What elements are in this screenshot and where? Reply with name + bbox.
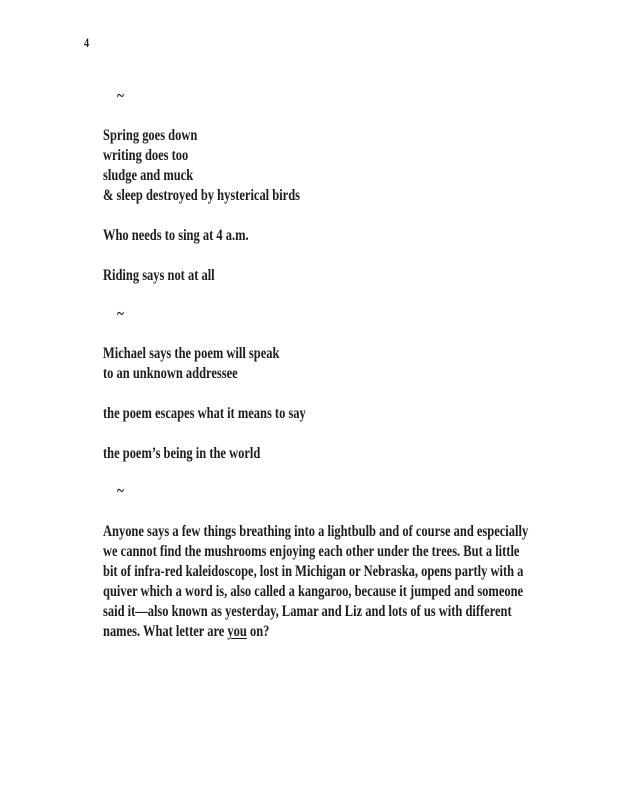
prose-paragraph: [103, 522, 528, 642]
section-divider-tilde-2: ~: [117, 304, 124, 323]
poem-line-riding: Riding says not at all: [103, 267, 215, 284]
page-number: 4: [84, 35, 90, 50]
poem-line-who: Who needs to sing at 4 a.m.: [103, 227, 249, 244]
poem-line-world: the poem’s being in the world: [103, 445, 261, 462]
prose-line: Anyone says a few things breathing into a lightbulb and of course and especially: [103, 523, 529, 540]
poem-line: & sleep destroyed by hysterical birds: [103, 187, 301, 204]
underlined-word-you: you: [227, 623, 247, 640]
stanza-spring: [103, 126, 300, 206]
prose-text-after-you: on?: [246, 623, 270, 640]
poem-line: sludge and muck: [103, 167, 194, 184]
prose-last-line: [103, 622, 528, 642]
poem-line: writing does too: [103, 147, 189, 164]
prose-line: bit of infra-red kaleidoscope, lost in Michigan or Nebraska, opens partly with a: [103, 563, 524, 580]
poem-line: Spring goes down: [103, 127, 198, 144]
poem-line: Michael says the poem will speak: [103, 345, 280, 362]
prose-line: quiver which a word is, also called a kangaroo, because it jumped and someone: [103, 583, 524, 600]
section-divider-tilde-3: ~: [117, 481, 124, 500]
prose-text-before-you: names. What letter are: [103, 623, 228, 640]
prose-line: said it—also known as yesterday, Lamar and Liz and lots of us with different: [103, 603, 512, 620]
prose-line: we cannot find the mushrooms enjoying each other under the trees. But a little: [103, 543, 520, 560]
stanza-michael: [103, 344, 279, 384]
poem-line-escapes: the poem escapes what it means to say: [103, 405, 306, 422]
poem-line: to an unknown addressee: [103, 365, 238, 382]
section-divider-tilde-1: ~: [117, 86, 124, 105]
